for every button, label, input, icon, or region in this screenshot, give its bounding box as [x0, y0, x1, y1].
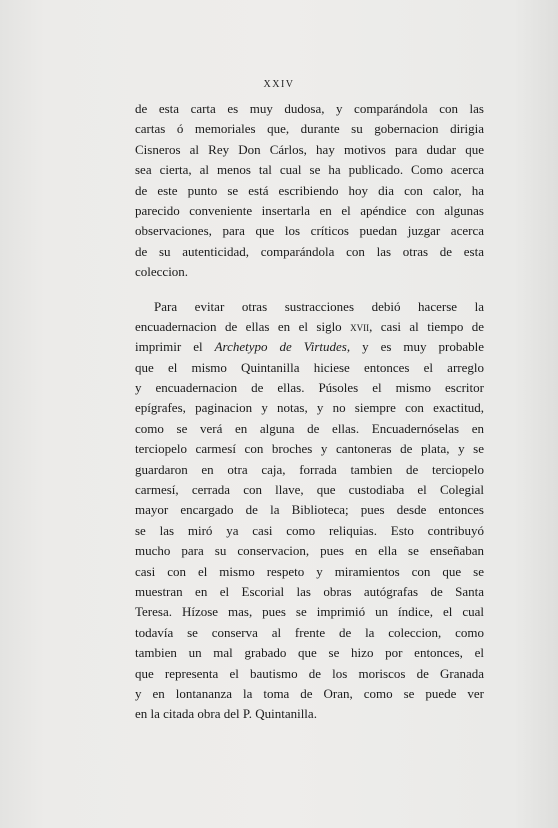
text-line [135, 602, 484, 622]
text-segment: coleccion. [135, 264, 189, 280]
text-segment: que representa el bautismo de los moriscos de Granada [135, 665, 484, 681]
text-segment: muestran en el Escorial las obras autógrafas de Santa [135, 583, 484, 599]
text-segment: cartas ó memoriales que, durante su gobernacion dirigia [135, 121, 484, 137]
text-line [135, 181, 484, 201]
text-line [135, 623, 484, 643]
text-line [135, 500, 484, 520]
text-line [135, 521, 484, 541]
text-segment: que el mismo Quintanilla hiciese entonces el arreglo [135, 359, 484, 375]
text-segment: en la citada obra del P. Quintanilla. [135, 706, 317, 722]
text-line [135, 119, 484, 139]
text-segment: imprimir el [135, 339, 215, 355]
text-line [135, 643, 484, 663]
text-segment: sea cierta, al menos tal cual se ha publicado. Como acerca [135, 162, 484, 178]
text-line [135, 221, 484, 241]
text-line [135, 398, 484, 418]
text-segment: de su autenticidad, comparándola con las otras de esta [135, 243, 484, 259]
paragraph-gap [135, 283, 484, 297]
text-line [135, 160, 484, 180]
text-line [135, 140, 484, 160]
italic-title: Archetypo de Virtudes [214, 339, 347, 355]
text-line [135, 297, 484, 317]
text-line [135, 262, 484, 282]
text-line [135, 541, 484, 561]
page-number: XXIV [263, 79, 295, 90]
text-line [135, 704, 484, 724]
text-segment: todavía se conserva al frente de la coleccion, como [135, 624, 484, 640]
text-segment: epígrafes, paginacion y notas, y no siempre con exactitud, [135, 400, 484, 416]
text-segment: mucho para su conservacion, pues en ella se enseñaban [135, 543, 484, 559]
text-segment: encuadernacion de ellas en el siglo [135, 318, 351, 334]
text-segment: y en lontananza la toma de Oran, como se puede ver [135, 685, 484, 701]
text-line [135, 378, 484, 398]
text-line [135, 317, 484, 337]
text-line [135, 684, 484, 704]
text-segment: tambien un mal grabado que se hizo por entonces, el [135, 645, 484, 661]
text-segment: Cisneros al Rey Don Cárlos, hay motivos para dudar que [135, 141, 484, 157]
text-segment: de este punto se está escribiendo hoy dia con calor, ha [135, 182, 484, 198]
text-segment: , y es muy probable [346, 339, 484, 355]
text-line [135, 201, 484, 221]
text-segment: mayor encargado de la Biblioteca; pues desde entonces [135, 502, 484, 518]
text-line [135, 664, 484, 684]
text-line [135, 337, 484, 357]
text-segment: de esta carta es muy dudosa, y comparándola con las [135, 101, 484, 116]
text-line [135, 562, 484, 582]
roman-numeral: xvii [350, 318, 370, 334]
text-segment: parecido conveniente insertarla en el apéndice con algunas [135, 202, 484, 218]
text-segment: casi con el mismo respeto y miramientos con que se [135, 563, 484, 579]
text-line [135, 460, 484, 480]
text-line [135, 242, 484, 262]
text-segment: carmesí, cerrada con llave, que custodiaba el Colegial [135, 482, 484, 498]
text-segment: , casi al tiempo de [369, 318, 485, 334]
text-segment: y encuadernacion de ellas. Púsoles el mismo escritor [135, 380, 484, 396]
body-text [135, 99, 484, 725]
text-segment: Teresa. Hízose mas, pues se imprimió un índice, el cual [135, 604, 484, 620]
text-segment: guardaron en otra caja, forrada tambien de terciopelo [135, 461, 484, 477]
text-segment: se las miró ya casi como reliquias. Esto contribuyó [135, 522, 484, 538]
text-segment: Para evitar otras sustracciones debió hacerse la [154, 298, 484, 314]
text-line [135, 99, 484, 119]
text-line [135, 419, 484, 439]
text-segment: observaciones, para que los críticos puedan juzgar acerca [135, 223, 484, 239]
text-line [135, 439, 484, 459]
text-line [135, 358, 484, 378]
text-segment: como se verá en alguna de ellas. Encuadernóselas en [135, 420, 484, 436]
text-line [135, 582, 484, 602]
text-segment: terciopelo carmesí con broches y cantoneras de plata, y se [135, 441, 484, 457]
text-line [135, 480, 484, 500]
